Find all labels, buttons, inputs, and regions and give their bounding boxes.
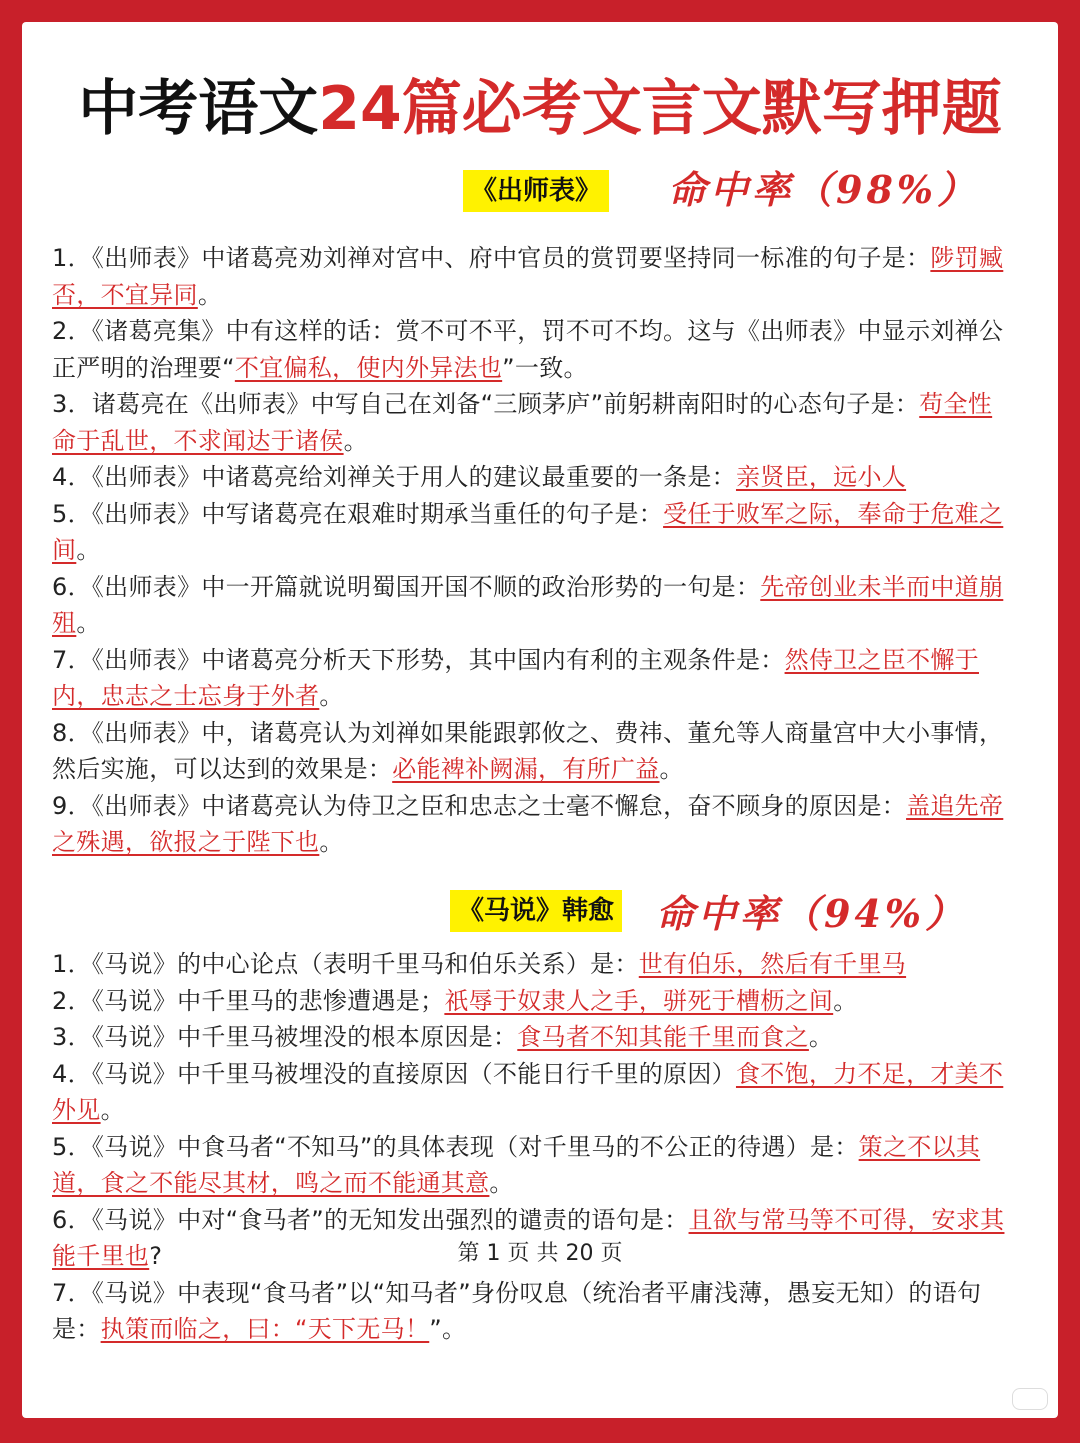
answer-text: 且欲与常马等不可得，安求其能千里也 (52, 1205, 1005, 1270)
question-text: 2．《马说》中千里马的悲惨遭遇是； (52, 986, 445, 1015)
question-text: 7．《出师表》中诸葛亮分析天下形势，其中国内有利的主观条件是： (52, 645, 785, 674)
answer-text: 苟全性命于乱世，不求闻达于诸侯 (52, 390, 993, 455)
question-end: 。 (489, 1169, 514, 1197)
watermark-badge-icon (1012, 1388, 1048, 1410)
answer-text: 世有伯乐，然后有千里马 (638, 950, 907, 978)
hit-rate-mashuo: 命中率（94%） (656, 891, 967, 936)
question-item (52, 1275, 1012, 1348)
question-end: ? (149, 1242, 163, 1270)
title-part-black: 中考语文 (78, 74, 319, 144)
section-label-mashuo: 《马说》韩愈 (450, 890, 622, 932)
answer-text: 祇辱于奴隶人之手，骈死于槽枥之间 (444, 986, 834, 1015)
question-text: 4．《马说》中千里马被埋没的直接原因（不能日行千里的原因） (52, 1059, 736, 1088)
question-item (52, 1056, 1012, 1129)
question-list-mashuo (52, 946, 1012, 1348)
question-text: 1．《马说》的中心论点（表明千里马和伯乐关系）是： (52, 950, 639, 978)
question-end: 。 (659, 755, 684, 783)
answer-text: 食马者不知其能千里而食之 (517, 1023, 809, 1051)
question-item (52, 715, 1012, 788)
question-end: 。 (197, 280, 223, 309)
question-text: 7．《马说》中表现“食马者”以“知马者”身份叹息（统治者平庸浅薄，愚妄无知）的语句是： (52, 1278, 982, 1343)
answer-text: 受任于败军之际，奉命于危难之间 (52, 499, 1004, 564)
hit-rate-chushibiao: 命中率（98%） (668, 167, 979, 212)
question-text: 6．《马说》中对“食马者”的无知发出强烈的谴责的语句是： (52, 1205, 689, 1234)
answer-text: 执策而临之，曰：“天下无马！ (100, 1315, 430, 1343)
question-end: 。 (76, 536, 101, 564)
question-end: 。 (319, 828, 344, 856)
question-item (52, 313, 1012, 386)
answer-text: 策之不以其道，食之不能尽其材，鸣之而不能通其意 (52, 1132, 981, 1197)
answer-text: 盖追先帝之殊遇，欲报之于陛下也 (52, 791, 1004, 856)
question-end: 。 (100, 1096, 125, 1124)
page-footer: 第 1 页 共 20 页 (457, 1241, 623, 1266)
question-item (52, 459, 1012, 496)
question-end: 。 (343, 426, 368, 455)
question-end: 。 (319, 682, 344, 710)
question-item (52, 642, 1012, 715)
question-text: 9．《出师表》中诸葛亮认为侍卫之臣和忠志之士毫不懈怠，奋不顾身的原因是： (52, 791, 907, 820)
question-text: 3．诸葛亮在《出师表》中写自己在刘备“三顾茅庐”前躬耕南阳时的心态句子是： (52, 390, 920, 418)
question-text: 3．《马说》中千里马被埋没的根本原因是： (52, 1023, 518, 1051)
question-end: 。 (76, 609, 101, 637)
answer-text: 必能裨补阙漏，有所广益 (392, 755, 660, 783)
question-text: 2．《诸葛亮集》中有这样的话：赏不可不平，罚不可不均。这与《出师表》中显示刘禅公正严明的治理要“ (52, 317, 1004, 382)
answer-text: 然侍卫之臣不懈于内，忠志之士忘身于外者 (52, 645, 979, 710)
question-item (52, 946, 1012, 983)
question-end: 。 (808, 1023, 834, 1051)
question-text: 6．《出师表》中一开篇就说明蜀国开国不顺的政治形势的一句是： (52, 572, 761, 601)
question-item (52, 240, 1012, 313)
question-item (52, 983, 1012, 1020)
answer-text: 陟罚臧否，不宜异同 (52, 244, 1004, 309)
page-title (22, 74, 1058, 144)
answer-text: 食不饱，力不足，才美不外见 (52, 1059, 1004, 1124)
question-text: 1．《出师表》中诸葛亮劝刘禅对宫中、府中官员的赏罚要坚持同一标准的句子是： (52, 244, 931, 272)
question-item (52, 1019, 1012, 1056)
question-end: ”一致。 (502, 353, 588, 382)
question-item (52, 386, 1012, 459)
document-page (22, 22, 1058, 1418)
question-item (52, 788, 1012, 861)
question-text: 5．《出师表》中写诸葛亮在艰难时期承当重任的句子是： (52, 499, 664, 528)
question-item (52, 496, 1012, 569)
question-item (52, 1129, 1012, 1202)
answer-text: 不宜偏私，使内外异法也 (234, 353, 503, 382)
question-text: 4．《出师表》中诸葛亮给刘禅关于用人的建议最重要的一条是： (52, 463, 736, 491)
title-part-red: 24篇必考文言文默写押题 (318, 74, 1002, 144)
question-text: 8．《出师表》中，诸葛亮认为刘禅如果能跟郭攸之、费祎、董允等人商量宫中大小事情，然后实施，可以达到的效果是： (52, 718, 1004, 783)
question-end: ”。 (429, 1315, 467, 1343)
question-item (52, 569, 1012, 642)
section-label-chushibiao: 《出师表》 (463, 170, 609, 212)
question-list-chushibiao (52, 240, 1012, 861)
answer-text: 亲贤臣，远小人 (735, 463, 907, 491)
question-text: 5．《马说》中食马者“不知马”的具体表现（对千里马的不公正的待遇）是： (52, 1132, 859, 1161)
question-end: 。 (833, 986, 858, 1015)
answer-text: 先帝创业未半而中道崩殂 (52, 572, 1004, 637)
